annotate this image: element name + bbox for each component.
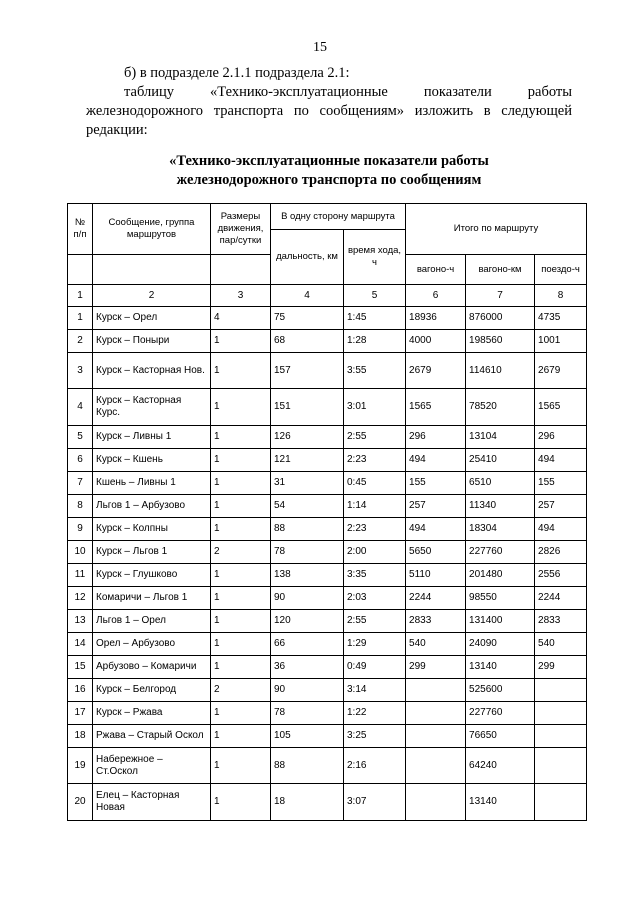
index-cell: 3 (211, 285, 271, 307)
row-route: Елец – Касторная Новая (93, 784, 211, 821)
row-train-hours: 2244 (535, 587, 587, 610)
row-num: 13 (68, 610, 93, 633)
header-route: Сообщение, группа маршрутов (93, 204, 211, 255)
intro-word: работы (527, 84, 572, 100)
row-wagon-km: 76650 (466, 725, 535, 748)
row-distance: 75 (271, 307, 344, 330)
row-distance: 88 (271, 518, 344, 541)
index-cell: 6 (406, 285, 466, 307)
intro-word: таблицу (124, 84, 174, 100)
row-route: Льгов 1 – Арбузово (93, 495, 211, 518)
row-size: 1 (211, 610, 271, 633)
row-wagon-km: 25410 (466, 449, 535, 472)
table-row (68, 725, 587, 748)
header-size-cont (211, 255, 271, 285)
row-time: 1:28 (344, 330, 406, 353)
row-distance: 31 (271, 472, 344, 495)
row-wagon-km: 876000 (466, 307, 535, 330)
row-wagon-km: 198560 (466, 330, 535, 353)
row-distance: 36 (271, 656, 344, 679)
row-route: Арбузово – Комаричи (93, 656, 211, 679)
row-train-hours: 299 (535, 656, 587, 679)
row-time: 2:55 (344, 426, 406, 449)
row-time: 3:01 (344, 389, 406, 426)
header-num: № п/п (68, 204, 93, 255)
row-wagon-km: 227760 (466, 541, 535, 564)
intro-word: показатели (423, 84, 492, 100)
row-wagon-km: 78520 (466, 389, 535, 426)
row-wagon-km: 13140 (466, 784, 535, 821)
table-row (68, 702, 587, 725)
row-wagon-hours (406, 748, 466, 784)
row-num: 11 (68, 564, 93, 587)
row-size: 1 (211, 656, 271, 679)
row-wagon-km: 131400 (466, 610, 535, 633)
row-train-hours: 296 (535, 426, 587, 449)
intro-paragraph (86, 64, 572, 140)
row-route: Курск – Касторная Курс. (93, 389, 211, 426)
row-time: 3:25 (344, 725, 406, 748)
table-row (68, 472, 587, 495)
row-distance: 68 (271, 330, 344, 353)
row-time: 1:29 (344, 633, 406, 656)
row-time: 3:07 (344, 784, 406, 821)
header-route-cont (93, 255, 211, 285)
table-row (68, 330, 587, 353)
row-route: Курск – Белгород (93, 679, 211, 702)
index-cell: 8 (535, 285, 587, 307)
row-route: Курск – Касторная Нов. (93, 353, 211, 389)
table-row (68, 495, 587, 518)
row-wagon-hours: 1565 (406, 389, 466, 426)
row-route: Орел – Арбузово (93, 633, 211, 656)
row-num: 15 (68, 656, 93, 679)
header-total: Итого по маршруту (406, 204, 587, 255)
row-wagon-km: 6510 (466, 472, 535, 495)
row-distance: 151 (271, 389, 344, 426)
index-cell: 7 (466, 285, 535, 307)
table-title-line-1: «Технико-эксплуатационные показатели работы (169, 153, 489, 169)
row-wagon-hours: 2833 (406, 610, 466, 633)
row-wagon-hours: 494 (406, 518, 466, 541)
row-size: 1 (211, 748, 271, 784)
table-title-line-2: железнодорожного транспорта по сообщениям (176, 172, 482, 188)
row-wagon-km: 13104 (466, 426, 535, 449)
row-wagon-km: 201480 (466, 564, 535, 587)
header-wagon-hours: вагоно-ч (406, 255, 466, 285)
row-num: 19 (68, 748, 93, 784)
row-wagon-km: 114610 (466, 353, 535, 389)
row-size: 1 (211, 725, 271, 748)
row-time: 3:35 (344, 564, 406, 587)
table-row (68, 748, 587, 784)
row-size: 1 (211, 587, 271, 610)
row-wagon-km: 525600 (466, 679, 535, 702)
row-wagon-hours (406, 784, 466, 821)
row-num: 14 (68, 633, 93, 656)
header-one-way: В одну сторону маршрута (271, 204, 406, 230)
row-route: Набережное – Ст.Оскол (93, 748, 211, 784)
row-time: 2:23 (344, 449, 406, 472)
row-wagon-hours: 5650 (406, 541, 466, 564)
header-distance: дальность, км (271, 230, 344, 285)
row-route: Курск – Кшень (93, 449, 211, 472)
row-wagon-km: 13140 (466, 656, 535, 679)
row-size: 4 (211, 307, 271, 330)
row-num: 6 (68, 449, 93, 472)
row-size: 1 (211, 426, 271, 449)
row-wagon-hours: 257 (406, 495, 466, 518)
intro-word: «Технико-эксплуатационные (210, 84, 388, 100)
row-wagon-hours: 18936 (406, 307, 466, 330)
row-time: 1:22 (344, 702, 406, 725)
row-wagon-hours: 540 (406, 633, 466, 656)
row-train-hours: 2556 (535, 564, 587, 587)
table-row (68, 784, 587, 821)
row-route: Курск – Ливны 1 (93, 426, 211, 449)
header-wagon-km: вагоно-км (466, 255, 535, 285)
intro-line-3: железнодорожного транспорта по сообщениям» изложить в следующей (86, 103, 572, 119)
row-train-hours: 4735 (535, 307, 587, 330)
row-wagon-hours: 296 (406, 426, 466, 449)
row-route: Кшень – Ливны 1 (93, 472, 211, 495)
row-train-hours (535, 784, 587, 821)
row-time: 0:45 (344, 472, 406, 495)
row-distance: 121 (271, 449, 344, 472)
row-num: 20 (68, 784, 93, 821)
table-row (68, 518, 587, 541)
row-distance: 78 (271, 541, 344, 564)
row-train-hours: 2833 (535, 610, 587, 633)
row-num: 12 (68, 587, 93, 610)
row-route: Ржава – Старый Оскол (93, 725, 211, 748)
page-number: 15 (313, 40, 327, 55)
row-size: 1 (211, 702, 271, 725)
index-cell: 5 (344, 285, 406, 307)
table-row (68, 564, 587, 587)
row-num: 18 (68, 725, 93, 748)
index-cell: 1 (68, 285, 93, 307)
row-distance: 66 (271, 633, 344, 656)
row-route: Курск – Льгов 1 (93, 541, 211, 564)
row-wagon-hours (406, 725, 466, 748)
row-wagon-hours: 299 (406, 656, 466, 679)
row-route: Курск – Ржава (93, 702, 211, 725)
row-wagon-km: 227760 (466, 702, 535, 725)
row-time: 1:14 (344, 495, 406, 518)
row-time: 0:49 (344, 656, 406, 679)
row-wagon-hours: 5110 (406, 564, 466, 587)
row-num: 1 (68, 307, 93, 330)
row-distance: 88 (271, 748, 344, 784)
row-route: Курск – Глушково (93, 564, 211, 587)
row-route: Комаричи – Льгов 1 (93, 587, 211, 610)
table-row (68, 426, 587, 449)
row-route: Курск – Орел (93, 307, 211, 330)
header-num-cont (68, 255, 93, 285)
intro-line-4: редакции: (86, 122, 148, 138)
row-wagon-hours: 2244 (406, 587, 466, 610)
row-time: 3:55 (344, 353, 406, 389)
row-num: 2 (68, 330, 93, 353)
table-row (68, 449, 587, 472)
row-wagon-km: 98550 (466, 587, 535, 610)
row-size: 2 (211, 679, 271, 702)
row-num: 16 (68, 679, 93, 702)
table-row (68, 610, 587, 633)
row-distance: 90 (271, 587, 344, 610)
row-distance: 78 (271, 702, 344, 725)
row-wagon-hours: 494 (406, 449, 466, 472)
row-time: 2:03 (344, 587, 406, 610)
row-wagon-hours: 4000 (406, 330, 466, 353)
row-train-hours: 2679 (535, 353, 587, 389)
header-train-hours: поездо-ч (535, 255, 587, 285)
table-row (68, 353, 587, 389)
row-distance: 18 (271, 784, 344, 821)
table-title (86, 152, 572, 190)
row-route: Курск – Поныри (93, 330, 211, 353)
row-num: 8 (68, 495, 93, 518)
row-wagon-km: 11340 (466, 495, 535, 518)
row-time: 2:16 (344, 748, 406, 784)
row-wagon-km: 18304 (466, 518, 535, 541)
row-size: 1 (211, 784, 271, 821)
row-num: 17 (68, 702, 93, 725)
table-row (68, 587, 587, 610)
row-distance: 105 (271, 725, 344, 748)
row-size: 1 (211, 330, 271, 353)
row-train-hours: 494 (535, 518, 587, 541)
intro-line-2 (86, 83, 572, 102)
row-time: 2:00 (344, 541, 406, 564)
row-route: Льгов 1 – Орел (93, 610, 211, 633)
index-cell: 2 (93, 285, 211, 307)
row-distance: 138 (271, 564, 344, 587)
row-train-hours (535, 679, 587, 702)
row-route: Курск – Колпны (93, 518, 211, 541)
row-wagon-km: 64240 (466, 748, 535, 784)
row-time: 1:45 (344, 307, 406, 330)
row-num: 5 (68, 426, 93, 449)
row-train-hours: 540 (535, 633, 587, 656)
row-size: 1 (211, 449, 271, 472)
row-distance: 126 (271, 426, 344, 449)
row-distance: 120 (271, 610, 344, 633)
row-num: 7 (68, 472, 93, 495)
row-size: 1 (211, 389, 271, 426)
row-wagon-hours: 2679 (406, 353, 466, 389)
index-row (68, 285, 587, 307)
row-size: 1 (211, 353, 271, 389)
row-size: 1 (211, 518, 271, 541)
table-row (68, 541, 587, 564)
row-num: 3 (68, 353, 93, 389)
row-time: 2:23 (344, 518, 406, 541)
table-row (68, 307, 587, 330)
intro-line-1: б) в подразделе 2.1.1 подраздела 2.1: (124, 65, 350, 81)
row-time: 3:14 (344, 679, 406, 702)
row-distance: 157 (271, 353, 344, 389)
row-wagon-hours (406, 679, 466, 702)
table-row (68, 633, 587, 656)
table-row (68, 679, 587, 702)
row-distance: 90 (271, 679, 344, 702)
row-train-hours: 2826 (535, 541, 587, 564)
row-train-hours (535, 725, 587, 748)
header-size: Размеры движения, пар/сутки (211, 204, 271, 255)
row-train-hours: 494 (535, 449, 587, 472)
row-train-hours: 257 (535, 495, 587, 518)
row-size: 1 (211, 472, 271, 495)
row-distance: 54 (271, 495, 344, 518)
row-size: 2 (211, 541, 271, 564)
routes-table (67, 203, 587, 821)
table-row (68, 389, 587, 426)
row-time: 2:55 (344, 610, 406, 633)
row-size: 1 (211, 633, 271, 656)
row-num: 9 (68, 518, 93, 541)
table-row (68, 656, 587, 679)
row-size: 1 (211, 495, 271, 518)
row-train-hours: 1565 (535, 389, 587, 426)
row-num: 4 (68, 389, 93, 426)
row-train-hours (535, 748, 587, 784)
row-size: 1 (211, 564, 271, 587)
row-wagon-hours: 155 (406, 472, 466, 495)
row-num: 10 (68, 541, 93, 564)
index-cell: 4 (271, 285, 344, 307)
row-train-hours (535, 702, 587, 725)
row-wagon-km: 24090 (466, 633, 535, 656)
row-train-hours: 1001 (535, 330, 587, 353)
row-wagon-hours (406, 702, 466, 725)
header-time: время хода, ч (344, 230, 406, 285)
row-train-hours: 155 (535, 472, 587, 495)
